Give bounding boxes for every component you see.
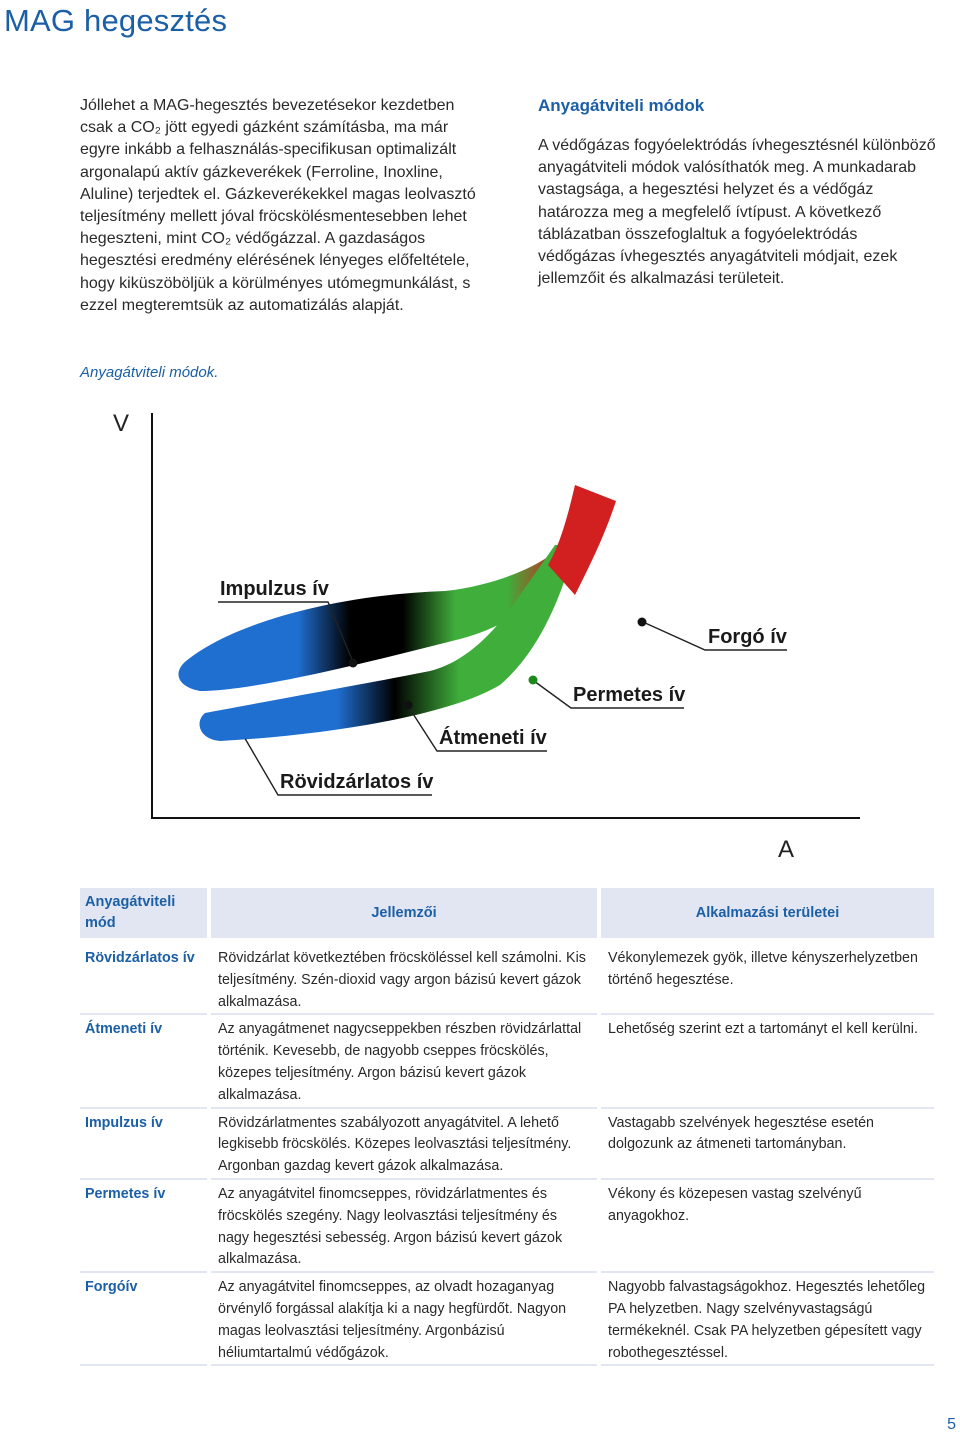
marker-atmeneti <box>404 701 413 710</box>
cell-applications: Lehetőség szerint ezt a tartományt el kell kerülni. <box>601 1015 934 1108</box>
section-heading: Anyagátviteli módok <box>538 96 705 115</box>
diagram-caption: Anyagátviteli módok. <box>80 364 219 381</box>
marker-impulzus <box>349 659 358 668</box>
table-row <box>80 1273 934 1366</box>
label-impulzus: Impulzus ív <box>220 578 329 600</box>
table <box>76 888 938 1366</box>
section-transfer-modes <box>538 95 938 290</box>
table-row <box>80 1015 934 1108</box>
cell-features: Az anyagátvitel finomcseppes, rövidzárlatmentes és fröcskölés szegény. Nagy leolvasztási teljesítmény és nagy hegesztési sebesség. Argon bázisú kevert gázok alkalmazása. <box>211 1180 597 1273</box>
cell-mode: Átmeneti ív <box>80 1015 207 1108</box>
header-mode: Anyagátviteli mód <box>80 888 207 944</box>
marker-forgo <box>638 618 647 627</box>
label-rovidzarlatos: Rövidzárlatos ív <box>280 771 434 793</box>
page-number: 5 <box>947 1416 956 1433</box>
table-row <box>80 1180 934 1273</box>
cell-mode: Forgóív <box>80 1273 207 1366</box>
label-forgo: Forgó ív <box>708 626 787 648</box>
marker-rovidzarlatos <box>239 731 248 740</box>
intro-text <box>80 95 490 317</box>
cell-features: Rövidzárlatmentes szabályozott anyagátvitel. A lehető legkisebb fröcskölés. Közepes leolvasztási teljesítmény. Argonban gazdag kevert gázok alkalmazása. <box>211 1109 597 1180</box>
cell-applications: Vékonylemezek gyök, illetve kényszerhelyzetben történő hegesztése. <box>601 944 934 1015</box>
transfer-mode-diagram <box>0 395 960 875</box>
cell-applications: Vékony és közepesen vastag szelvényű anyagokhoz. <box>601 1180 934 1273</box>
cell-mode: Impulzus ív <box>80 1109 207 1180</box>
label-atmeneti: Átmeneti ív <box>439 727 547 749</box>
cell-applications: Nagyobb falvastagságokhoz. Hegesztés lehetőleg PA helyzetben. Nagy szelvényvastagságú termékeknél. Csak PA helyzetben gépesített vagy robothegesztéssel. <box>601 1273 934 1366</box>
transfer-modes-table <box>80 888 942 1366</box>
cell-mode: Permetes ív <box>80 1180 207 1273</box>
cell-applications: Vastagabb szelvények hegesztése esetén dolgozunk az átmeneti tartományban. <box>601 1109 934 1180</box>
label-permetes: Permetes ív <box>573 684 686 706</box>
cell-features: Rövidzárlat következtében fröcsköléssel kell számolni. Kis teljesítmény. Szén-dioxid vagy argon bázisú kevert gázok alkalmazása. <box>211 944 597 1015</box>
header-applications: Alkalmazási területei <box>601 888 934 944</box>
header-features: Jellemzői <box>211 888 597 944</box>
marker-permetes <box>529 676 538 685</box>
y-axis-label: V <box>113 410 130 437</box>
x-axis-label: A <box>778 836 795 863</box>
table-row <box>80 944 934 1015</box>
table-header-row <box>80 888 934 944</box>
section-paragraph: A védőgázas fogyóelektródás ívhegesztésnél különböző anyagátviteli módok valósíthatók meg. A munkadarab vastagsága, a hegesztési helyzet és a védőgáz határozza meg a megfelelő ívtípust. A következő táblázatban összefoglaltuk a fogyóelektródás védőgázas ívhegesztés anyagátviteli módjait, ezek jellemzőit és alkalmazási területeit. <box>538 137 936 288</box>
cell-features: Az anyagátvitel finomcseppes, az olvadt hozaganyag örvénylő forgással alakítja ki a nagy hegfürdőt. Nagyon magas leolvasztási teljesítmény. Argonbázisú héliumtartalmú védőgázok. <box>211 1273 597 1366</box>
cell-features: Az anyagátmenet nagycseppekben részben rövidzárlattal történik. Kevesebb, de nagyobb cseppes fröcskölés, közepes teljesítmény. Argon bázisú kevert gázok alkalmazása. <box>211 1015 597 1108</box>
table-row <box>80 1109 934 1180</box>
page-title: MAG hegesztés <box>0 0 960 42</box>
cell-mode: Rövidzárlatos ív <box>80 944 207 1015</box>
intro-paragraph: Jóllehet a MAG-hegesztés bevezetésekor kezdetben csak a CO₂ jött egyedi gázként számításba, ma már egyre inkább a felhasználás-specifikusan optimalizált argonalapú aktív gázkeverékek (Ferroline, Inoxline, Aluline) terjedtek el. Gázkeverékekkel magas leolvasztó teljesítmény mellett jóval fröcskölésmentesebben lehet hegeszteni, mint CO₂ védőgázzal. A gazdaságos hegesztési eredmény elérésének lényeges előfeltétele, hogy kiküszöböljük a körülményes utómegmunkálást, s ezzel megteremtsük az automatizálás alapját. <box>80 97 476 314</box>
